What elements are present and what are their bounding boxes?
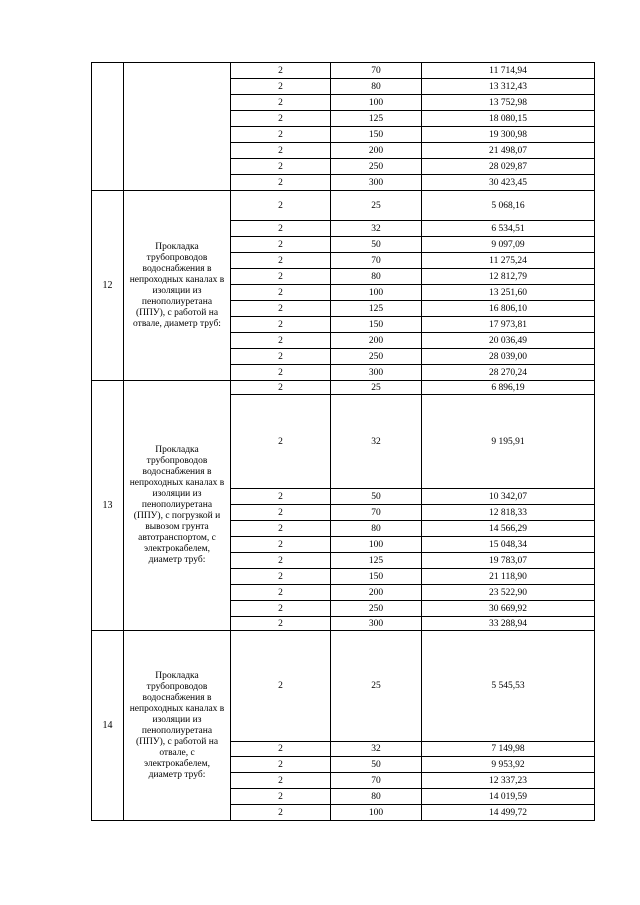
category-cell: 2 — [231, 221, 331, 237]
category-cell: 2 — [231, 285, 331, 301]
diameter-cell: 80 — [331, 79, 422, 95]
diameter-cell: 70 — [331, 505, 422, 521]
diameter-cell: 300 — [331, 365, 422, 381]
diameter-cell: 150 — [331, 127, 422, 143]
item-number-cell: 13 — [92, 381, 124, 631]
price-cell: 7 149,98 — [422, 742, 595, 757]
category-cell: 2 — [231, 773, 331, 789]
category-cell: 2 — [231, 601, 331, 617]
item-number-cell: 14 — [92, 631, 124, 821]
price-table-body — [92, 63, 595, 821]
table-row — [92, 191, 595, 221]
price-cell: 13 312,43 — [422, 79, 595, 95]
diameter-cell: 150 — [331, 569, 422, 585]
diameter-cell: 100 — [331, 95, 422, 111]
category-cell: 2 — [231, 617, 331, 631]
price-cell: 33 288,94 — [422, 617, 595, 631]
price-cell: 10 342,07 — [422, 489, 595, 505]
diameter-cell: 50 — [331, 757, 422, 773]
category-cell: 2 — [231, 143, 331, 159]
category-cell: 2 — [231, 159, 331, 175]
diameter-cell: 250 — [331, 349, 422, 365]
price-table — [91, 62, 595, 821]
diameter-cell: 200 — [331, 333, 422, 349]
price-cell: 9 195,91 — [422, 395, 595, 489]
category-cell: 2 — [231, 805, 331, 821]
diameter-cell: 50 — [331, 489, 422, 505]
table-row — [92, 63, 595, 79]
price-cell: 21 498,07 — [422, 143, 595, 159]
category-cell: 2 — [231, 395, 331, 489]
diameter-cell: 300 — [331, 175, 422, 191]
price-cell: 9 097,09 — [422, 237, 595, 253]
diameter-cell: 150 — [331, 317, 422, 333]
price-cell: 21 118,90 — [422, 569, 595, 585]
category-cell: 2 — [231, 365, 331, 381]
item-description-cell: Прокладка трубопроводов водоснабжения в непроходных каналах в изоляции из пенополиуретана (ППУ), с погрузкой и вывозом грунта автотранспортом, с электрокабелем, диаметр труб: — [124, 381, 231, 631]
price-cell: 16 806,10 — [422, 301, 595, 317]
price-cell: 5 545,53 — [422, 631, 595, 742]
category-cell: 2 — [231, 489, 331, 505]
category-cell: 2 — [231, 333, 331, 349]
item-description-cell: Прокладка трубопроводов водоснабжения в непроходных каналах в изоляции из пенополиуретана (ППУ), с работой на отвале, диаметр труб: — [124, 191, 231, 381]
price-cell: 28 029,87 — [422, 159, 595, 175]
category-cell: 2 — [231, 585, 331, 601]
diameter-cell: 250 — [331, 601, 422, 617]
diameter-cell: 25 — [331, 191, 422, 221]
price-cell: 14 019,59 — [422, 789, 595, 805]
price-cell: 15 048,34 — [422, 537, 595, 553]
item-number-cell — [92, 63, 124, 191]
price-cell: 13 752,98 — [422, 95, 595, 111]
diameter-cell: 300 — [331, 617, 422, 631]
diameter-cell: 70 — [331, 253, 422, 269]
category-cell: 2 — [231, 111, 331, 127]
category-cell: 2 — [231, 269, 331, 285]
category-cell: 2 — [231, 63, 331, 79]
category-cell: 2 — [231, 757, 331, 773]
price-cell: 11 714,94 — [422, 63, 595, 79]
category-cell: 2 — [231, 95, 331, 111]
price-cell: 20 036,49 — [422, 333, 595, 349]
category-cell: 2 — [231, 79, 331, 95]
category-cell: 2 — [231, 537, 331, 553]
price-cell: 12 337,23 — [422, 773, 595, 789]
diameter-cell: 100 — [331, 285, 422, 301]
category-cell: 2 — [231, 505, 331, 521]
category-cell: 2 — [231, 381, 331, 395]
item-number-cell: 12 — [92, 191, 124, 381]
price-cell: 6 896,19 — [422, 381, 595, 395]
price-cell: 19 783,07 — [422, 553, 595, 569]
category-cell: 2 — [231, 253, 331, 269]
price-cell: 19 300,98 — [422, 127, 595, 143]
category-cell: 2 — [231, 317, 331, 333]
table-row — [92, 631, 595, 742]
price-cell: 14 566,29 — [422, 521, 595, 537]
diameter-cell: 200 — [331, 143, 422, 159]
diameter-cell: 250 — [331, 159, 422, 175]
category-cell: 2 — [231, 349, 331, 365]
diameter-cell: 200 — [331, 585, 422, 601]
category-cell: 2 — [231, 301, 331, 317]
price-cell: 30 669,92 — [422, 601, 595, 617]
diameter-cell: 125 — [331, 553, 422, 569]
price-cell: 9 953,92 — [422, 757, 595, 773]
diameter-cell: 125 — [331, 301, 422, 317]
diameter-cell: 80 — [331, 521, 422, 537]
price-cell: 12 818,33 — [422, 505, 595, 521]
diameter-cell: 80 — [331, 789, 422, 805]
price-cell: 12 812,79 — [422, 269, 595, 285]
price-cell: 5 068,16 — [422, 191, 595, 221]
diameter-cell: 32 — [331, 742, 422, 757]
price-cell: 14 499,72 — [422, 805, 595, 821]
price-cell: 23 522,90 — [422, 585, 595, 601]
price-cell: 28 039,00 — [422, 349, 595, 365]
price-cell: 28 270,24 — [422, 365, 595, 381]
diameter-cell: 100 — [331, 537, 422, 553]
item-description-cell: Прокладка трубопроводов водоснабжения в непроходных каналах в изоляции из пенополиуретана (ППУ), с работой на отвале, с электрокабелем, диаметр труб: — [124, 631, 231, 821]
category-cell: 2 — [231, 237, 331, 253]
price-cell: 6 534,51 — [422, 221, 595, 237]
category-cell: 2 — [231, 191, 331, 221]
category-cell: 2 — [231, 127, 331, 143]
diameter-cell: 80 — [331, 269, 422, 285]
diameter-cell: 25 — [331, 631, 422, 742]
category-cell: 2 — [231, 553, 331, 569]
category-cell: 2 — [231, 631, 331, 742]
table-row — [92, 381, 595, 395]
diameter-cell: 25 — [331, 381, 422, 395]
diameter-cell: 32 — [331, 221, 422, 237]
price-cell: 11 275,24 — [422, 253, 595, 269]
category-cell: 2 — [231, 521, 331, 537]
category-cell: 2 — [231, 789, 331, 805]
diameter-cell: 70 — [331, 63, 422, 79]
diameter-cell: 50 — [331, 237, 422, 253]
diameter-cell: 70 — [331, 773, 422, 789]
price-cell: 13 251,60 — [422, 285, 595, 301]
price-cell: 17 973,81 — [422, 317, 595, 333]
category-cell: 2 — [231, 742, 331, 757]
diameter-cell: 100 — [331, 805, 422, 821]
diameter-cell: 125 — [331, 111, 422, 127]
category-cell: 2 — [231, 569, 331, 585]
diameter-cell: 32 — [331, 395, 422, 489]
category-cell: 2 — [231, 175, 331, 191]
item-description-cell — [124, 63, 231, 191]
price-cell: 18 080,15 — [422, 111, 595, 127]
price-cell: 30 423,45 — [422, 175, 595, 191]
